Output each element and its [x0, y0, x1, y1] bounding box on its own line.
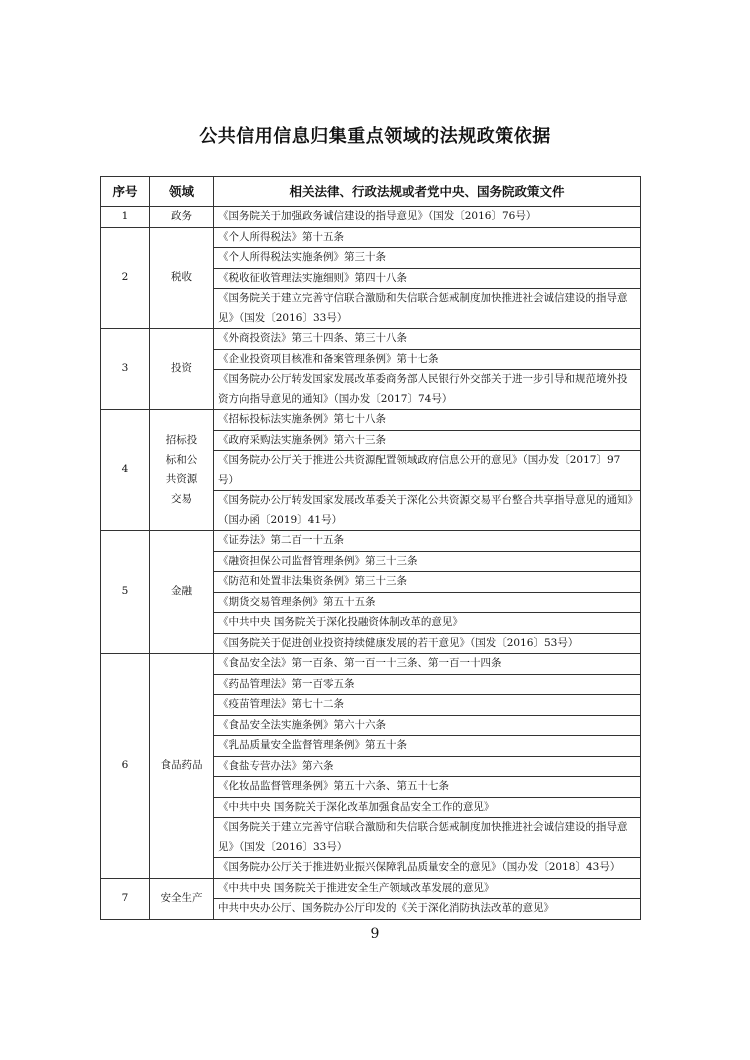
- table-row: [101, 654, 641, 675]
- document-cell: 《药品管理法》第一百零五条: [214, 674, 641, 695]
- document-cell: 《乳品质量安全监督管理条例》第五十条: [214, 736, 641, 757]
- document-cell: 《中共中央 国务院关于深化改革加强食品安全工作的意见》: [214, 797, 641, 818]
- domain-label: 金融: [171, 585, 192, 598]
- row-number: 3: [101, 329, 150, 410]
- domain-label: 食品药品: [160, 759, 203, 771]
- column-header-documents: 相关法律、行政法规或者党中央、国务院政策文件: [214, 177, 641, 207]
- document-cell: 《政府采购法实施条例》第六十三条: [214, 430, 641, 451]
- domain-cell: [150, 227, 214, 329]
- table-row: [101, 410, 641, 431]
- domain-label: 招标投标和公共资源交易: [165, 434, 198, 505]
- document-cell: 《国务院办公厅关于推进公共资源配置领域政府信息公开的意见》（国办发〔2017〕97号）: [214, 451, 641, 491]
- document-cell: 《个人所得税法实施条例》第三十条: [214, 248, 641, 269]
- table-row: [101, 227, 641, 248]
- domain-cell: [150, 531, 214, 654]
- domain-cell: [150, 329, 214, 410]
- document-cell: 《国务院办公厅关于推进奶业振兴保障乳品质量安全的意见》（国办发〔2018〕43号）: [214, 858, 641, 879]
- table-header-row: [101, 177, 641, 207]
- domain-label: 政务: [171, 210, 192, 222]
- row-number: 6: [101, 654, 150, 879]
- table-row: [101, 207, 641, 228]
- document-cell: 《国务院关于建立完善守信联合激励和失信联合惩戒制度加快推进社会诚信建设的指导意见》（国发〔2016〕33号）: [214, 289, 641, 329]
- domain-label: 税收: [171, 271, 192, 283]
- column-header-domain: 领域: [150, 177, 214, 207]
- document-cell: 《国务院办公厅转发国家发展改革委商务部人民银行外交部关于进一步引导和规范境外投资方向指导意见的通知》（国办发〔2017〕74号）: [214, 370, 641, 410]
- row-number: 7: [101, 878, 150, 919]
- document-cell: 《外商投资法》第三十四条、第三十八条: [214, 329, 641, 350]
- table-row: [101, 878, 641, 899]
- document-cell: 中共中央办公厅、国务院办公厅印发的《关于深化消防执法改革的意见》: [214, 899, 641, 920]
- domain-label: 安全生产: [160, 891, 203, 904]
- document-cell: 《防范和处置非法集资条例》第三十三条: [214, 572, 641, 593]
- row-number: 5: [101, 531, 150, 654]
- document-cell: 《证券法》第二百一十五条: [214, 531, 641, 552]
- policy-table: [100, 176, 641, 920]
- domain-cell: [150, 207, 214, 228]
- document-cell: 《国务院关于促进创业投资持续健康发展的若干意见》（国发〔2016〕53号）: [214, 633, 641, 654]
- table-body: [101, 207, 641, 920]
- document-cell: 《中共中央 国务院关于深化投融资体制改革的意见》: [214, 613, 641, 634]
- page-title: 公共信用信息归集重点领域的法规政策依据: [199, 126, 551, 147]
- table-row: [101, 531, 641, 552]
- row-number: 1: [101, 207, 150, 228]
- document-cell: 《招标投标法实施条例》第七十八条: [214, 410, 641, 431]
- document-cell: 《国务院关于加强政务诚信建设的指导意见》（国发〔2016〕76号）: [214, 207, 641, 228]
- document-cell: 《疫苗管理法》第七十二条: [214, 695, 641, 716]
- domain-label: 投资: [171, 362, 192, 375]
- row-number: 4: [101, 410, 150, 531]
- document-cell: 《食品安全法实施条例》第六十六条: [214, 715, 641, 736]
- document-cell: 《企业投资项目核准和备案管理条例》第十七条: [214, 349, 641, 370]
- domain-cell: [150, 410, 214, 531]
- row-number: 2: [101, 227, 150, 329]
- document-cell: 《税收征收管理法实施细则》第四十八条: [214, 268, 641, 289]
- document-cell: 《食盐专营办法》第六条: [214, 756, 641, 777]
- column-header-number: 序号: [101, 177, 150, 207]
- document-cell: 《期货交易管理条例》第五十五条: [214, 592, 641, 613]
- page-number: 9: [370, 926, 380, 942]
- table-row: [101, 329, 641, 350]
- document-cell: 《融资担保公司监督管理条例》第三十三条: [214, 551, 641, 572]
- document-cell: 《中共中央 国务院关于推进安全生产领域改革发展的意见》: [214, 878, 641, 899]
- document-cell: 《个人所得税法》第十五条: [214, 227, 641, 248]
- document-cell: 《化妆品监督管理条例》第五十六条、第五十七条: [214, 777, 641, 798]
- document-cell: 《国务院办公厅转发国家发展改革委关于深化公共资源交易平台整合共享指导意见的通知》（国办函〔2019〕41号）: [214, 491, 641, 531]
- document-cell: 《国务院关于建立完善守信联合激励和失信联合惩戒制度加快推进社会诚信建设的指导意见》（国发〔2016〕33号）: [214, 818, 641, 858]
- domain-cell: [150, 878, 214, 919]
- domain-cell: [150, 654, 214, 879]
- document-cell: 《食品安全法》第一百条、第一百一十三条、第一百一十四条: [214, 654, 641, 675]
